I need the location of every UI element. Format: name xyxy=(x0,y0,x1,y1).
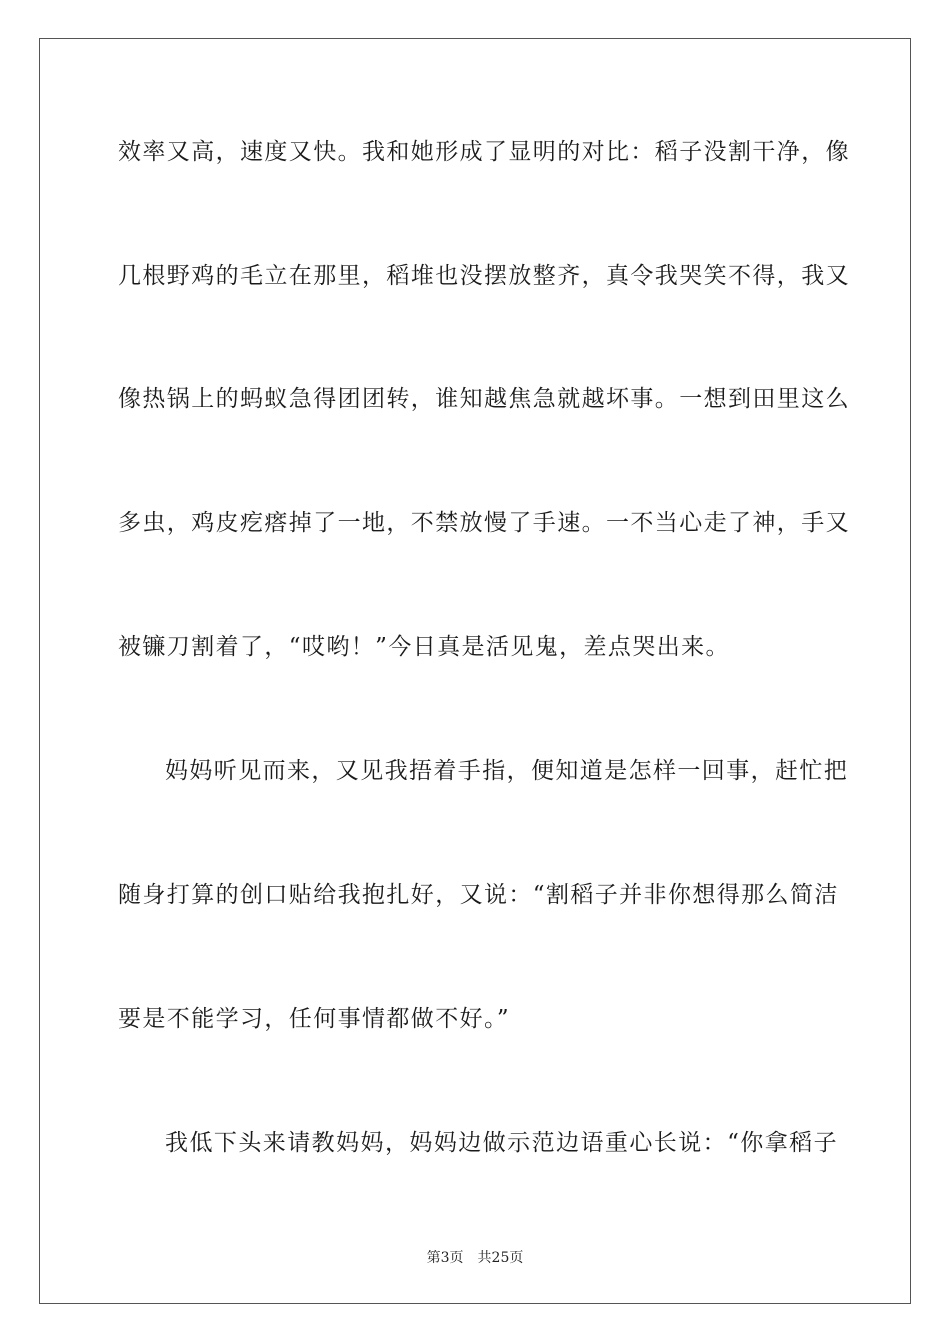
text-line-6: 妈妈听见而来，又见我捂着手指，便知道是怎样一回事，赶忙把 xyxy=(165,758,849,784)
text-line-7: 随身打算的创口贴给我抱扎好，又说：“割稻子并非你想得那么简洁 xyxy=(118,882,839,908)
text-line-8: 要是不能学习，任何事情都做不好。” xyxy=(118,1006,511,1032)
text-line-9: 我低下头来请教妈妈，妈妈边做示范边语重心长说：“你拿稻子 xyxy=(165,1130,838,1156)
page-total: 共25页 xyxy=(477,1250,524,1266)
text-line-3: 像热锅上的蚂蚁急得团团转，谁知越焦急就越坏事。一想到田里这么 xyxy=(118,386,850,412)
text-line-4: 多虫，鸡皮疙瘩掉了一地，不禁放慢了手速。一不当心走了神，手又 xyxy=(118,510,850,536)
page-footer xyxy=(0,1249,950,1267)
text-line-1: 效率又高，速度又快。我和她形成了显明的对比：稻子没割干净，像 xyxy=(118,139,850,165)
text-line-5: 被镰刀割着了，“哎哟！”今日真是活见鬼，差点哭出来。 xyxy=(118,634,730,660)
page-border xyxy=(39,38,911,1304)
page-number: 第3页 xyxy=(426,1250,464,1266)
text-line-2: 几根野鸡的毛立在那里，稻堆也没摆放整齐，真令我哭笑不得，我又 xyxy=(118,263,850,289)
